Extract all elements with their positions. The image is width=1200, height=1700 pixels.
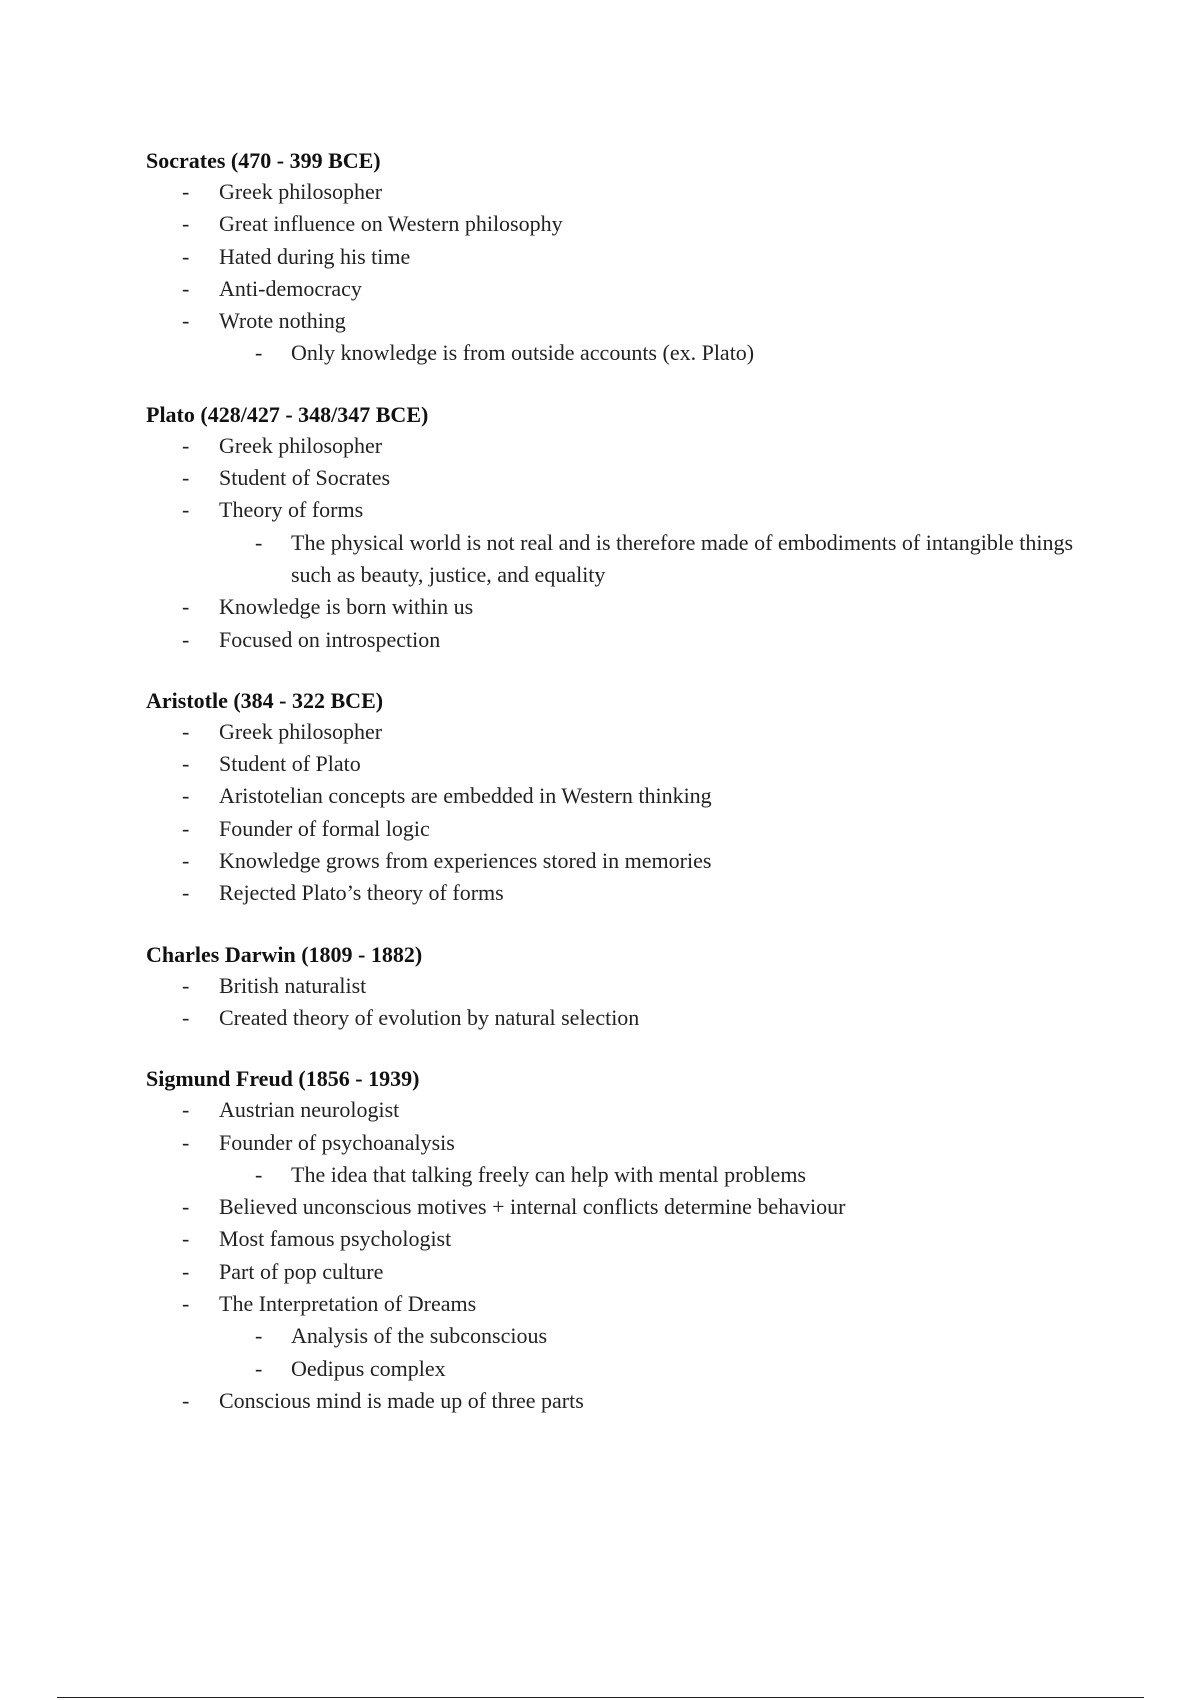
bullet-dash: -: [182, 880, 190, 906]
list-item-text: Knowledge grows from experiences stored in memories: [219, 848, 712, 874]
list-item: [146, 877, 1106, 909]
bullet-dash: -: [182, 1387, 190, 1413]
bullet-list: [146, 716, 1106, 910]
list-item-text: Anti-democracy: [219, 275, 362, 301]
bullet-dash: -: [182, 1291, 190, 1317]
list-item: [146, 273, 1106, 305]
list-item: [146, 1288, 1106, 1320]
bullet-dash: -: [182, 718, 190, 744]
sub-list-item: [146, 1159, 1106, 1191]
list-item-text: Founder of psychoanalysis: [219, 1129, 455, 1155]
list-item-text: Aristotelian concepts are embedded in Western thinking: [219, 783, 712, 809]
sub-list-item: [146, 1320, 1106, 1352]
bullet-dash: -: [182, 1129, 190, 1155]
list-item-text: Wrote nothing: [219, 308, 346, 334]
section-socrates: [146, 146, 1106, 370]
list-item-text: Hated during his time: [219, 243, 411, 269]
list-item-text: Created theory of evolution by natural selection: [219, 1004, 640, 1030]
list-item: [146, 1191, 1106, 1223]
section-aristotle: [146, 686, 1106, 910]
bullet-dash: -: [182, 972, 190, 998]
sub-list-item: [146, 1353, 1106, 1385]
section-heading: Plato (428/427 - 348/347 BCE): [146, 401, 429, 427]
list-item: [146, 1385, 1106, 1417]
list-item: [146, 624, 1106, 656]
bullet-dash: -: [182, 243, 190, 269]
section-freud: [146, 1064, 1106, 1417]
list-item: [146, 1223, 1106, 1255]
bullet-dash: -: [255, 1323, 263, 1349]
list-item: [146, 430, 1106, 462]
page-bottom-rule: [57, 1697, 1144, 1698]
bullet-dash: -: [182, 815, 190, 841]
list-item-text: Knowledge is born within us: [219, 594, 474, 620]
bullet-dash: -: [182, 308, 190, 334]
bullet-dash: -: [182, 626, 190, 652]
section-darwin: [146, 940, 1106, 1035]
list-item-text: The Interpretation of Dreams: [219, 1291, 477, 1317]
bullet-list: [146, 176, 1106, 370]
section-heading: Charles Darwin (1809 - 1882): [146, 941, 423, 967]
list-item-text: British naturalist: [219, 972, 367, 998]
section-plato: [146, 400, 1106, 656]
section-heading: Socrates (470 - 399 BCE): [146, 148, 381, 173]
list-item: [146, 780, 1106, 812]
bullet-dash: -: [182, 275, 190, 301]
list-item: [146, 970, 1106, 1002]
bullet-dash: -: [182, 783, 190, 809]
list-item-text: The physical world is not real and is therefore made of embodiments of intangible things such as beauty, justice, and equality: [291, 529, 1074, 587]
list-item-text: Greek philosopher: [219, 432, 383, 458]
bullet-list: [146, 1094, 1106, 1417]
list-item-text: Student of Socrates: [219, 465, 391, 491]
list-item-text: Conscious mind is made up of three parts: [219, 1387, 584, 1413]
bullet-dash: -: [182, 465, 190, 491]
bullet-dash: -: [182, 594, 190, 620]
list-item-text: Theory of forms: [219, 497, 364, 523]
bullet-dash: -: [182, 179, 190, 204]
list-item-text: Student of Plato: [219, 751, 361, 777]
bullet-dash: -: [255, 1161, 263, 1187]
list-item: [146, 176, 1106, 208]
list-item: [146, 1002, 1106, 1034]
list-item: [146, 208, 1106, 240]
list-item: [146, 1256, 1106, 1288]
list-item: [146, 1094, 1106, 1126]
list-item-text: Only knowledge is from outside accounts (ex. Plato): [291, 340, 755, 366]
list-item: [146, 591, 1106, 623]
notes-body: [146, 146, 1106, 1447]
bullet-dash: -: [182, 211, 190, 237]
list-item-text: Founder of formal logic: [219, 815, 430, 841]
list-item: [146, 494, 1106, 526]
bullet-dash: -: [255, 1355, 263, 1381]
bullet-dash: -: [182, 1004, 190, 1030]
bullet-dash: -: [182, 1097, 190, 1123]
section-heading: Sigmund Freud (1856 - 1939): [146, 1066, 420, 1092]
list-item-text: Analysis of the subconscious: [291, 1323, 548, 1349]
bullet-dash: -: [182, 1194, 190, 1220]
list-item: [146, 305, 1106, 337]
list-item-text: Greek philosopher: [219, 179, 383, 204]
bullet-dash: -: [182, 848, 190, 874]
list-item: [146, 1127, 1106, 1159]
bullet-dash: -: [182, 1258, 190, 1284]
list-item: [146, 716, 1106, 748]
list-item-text: Great influence on Western philosophy: [219, 211, 563, 237]
list-item: [146, 462, 1106, 494]
list-item-text: Oedipus complex: [291, 1355, 446, 1381]
list-item: [146, 845, 1106, 877]
list-item: [146, 748, 1106, 780]
list-item-text: Greek philosopher: [219, 718, 383, 744]
sub-list-item: [146, 337, 1106, 369]
list-item: [146, 813, 1106, 845]
list-item-text: Part of pop culture: [219, 1258, 384, 1284]
bullet-dash: -: [255, 340, 263, 366]
section-heading: Aristotle (384 - 322 BCE): [146, 687, 384, 713]
list-item-text: Focused on introspection: [219, 626, 441, 652]
sub-list-item: [146, 527, 1106, 592]
bullet-dash: -: [182, 751, 190, 777]
bullet-dash: -: [255, 529, 263, 555]
list-item-text: Rejected Plato’s theory of forms: [219, 880, 504, 906]
list-item: [146, 241, 1106, 273]
list-item-text: The idea that talking freely can help with mental problems: [291, 1161, 806, 1187]
bullet-dash: -: [182, 1226, 190, 1252]
bullet-list: [146, 970, 1106, 1035]
list-item-text: Believed unconscious motives + internal conflicts determine behaviour: [219, 1194, 846, 1220]
list-item-text: Austrian neurologist: [219, 1097, 400, 1123]
bullet-list: [146, 430, 1106, 656]
bullet-dash: -: [182, 432, 190, 458]
list-item-text: Most famous psychologist: [219, 1226, 452, 1252]
bullet-dash: -: [182, 497, 190, 523]
